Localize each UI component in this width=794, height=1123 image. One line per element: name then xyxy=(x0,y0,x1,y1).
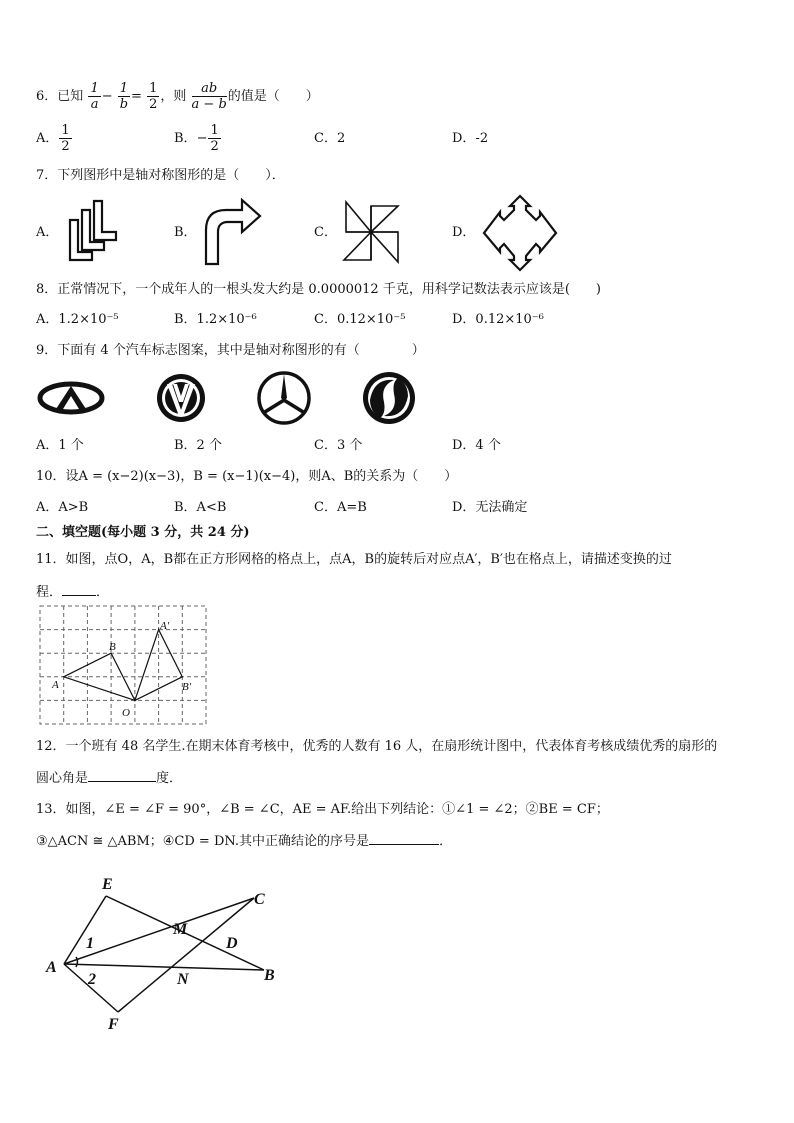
q11-label-b-prime: B′ xyxy=(182,681,192,693)
q12-stem-line2: 圆心角是 度． xyxy=(36,771,183,786)
q7-label-a: A． xyxy=(36,225,59,240)
q6-option-a: A． $\frac{1}{2}$ xyxy=(36,123,70,154)
q13-stem-line1: 13．如图，∠E = ∠F = 90°，∠B = ∠C，AE = AF.给出下列结论：①∠1 = ∠2；②BE = CF； xyxy=(36,802,609,817)
q13-label-d: D xyxy=(226,935,238,952)
q13-label-a: A xyxy=(46,959,57,976)
section-2-heading: 二、填空题(每小题 3 分，共 24 分) xyxy=(36,525,250,540)
q12-answer-blank[interactable] xyxy=(88,769,156,782)
q9-option-a: A．1 个 xyxy=(36,438,84,453)
q13-stem-line2: ③△ACN ≅ △ABM；④CD = DN.其中正确结论的序号是 ． xyxy=(36,834,453,849)
q7-label-d: D． xyxy=(452,225,476,240)
q11-grid-figure xyxy=(38,604,210,728)
q13-geometry-figure xyxy=(38,868,288,1034)
q13-label-b: B xyxy=(264,967,275,984)
q7-label-c: C． xyxy=(314,225,337,240)
q9-logo-infiniti-icon xyxy=(36,378,106,418)
q10-option-b: B．A<B xyxy=(174,500,227,515)
q8-option-b: B．1.2×10⁻⁶ xyxy=(174,312,257,327)
q7-stem: 7．下列图形中是轴对称图形的是（ ）． xyxy=(36,168,285,183)
q13-angle-1: 1 xyxy=(86,935,94,952)
q12-stem-line1: 12．一个班有 48 名学生.在期末体育考核中，优秀的人数有 16 人，在扇形统计图中，代表体育考核成绩优秀的扇形的 xyxy=(36,739,718,754)
q10-option-d: D．无法确定 xyxy=(452,500,528,515)
fraction-1-over-a: $\frac{1}{a}$ xyxy=(90,81,99,112)
q9-option-b: B．2 个 xyxy=(174,438,222,453)
q11-label-o: O xyxy=(122,707,130,719)
q11-answer-blank[interactable] xyxy=(62,583,96,596)
q9-logo-mercedes-icon xyxy=(256,370,312,426)
q8-option-d: D．0.12×10⁻⁶ xyxy=(452,312,544,327)
q11-label-a-prime: A′ xyxy=(160,620,170,632)
q13-label-m: M xyxy=(173,921,188,938)
q11-stem-line2: 程． ． xyxy=(36,585,110,600)
q10-stem: 10．设A = (x−2)(x−3)，B = (x−1)(x−4)，则A、B的关系为（ ） xyxy=(36,469,458,484)
q9-logo-volkswagen-icon xyxy=(152,372,210,424)
q13-answer-blank[interactable] xyxy=(369,832,439,845)
q7-figure-d-four-arrow-diamond xyxy=(480,194,560,272)
q13-label-f: F xyxy=(108,1016,119,1033)
q11-label-a: A xyxy=(52,679,59,691)
fraction-1-over-2: $\frac{1}{2}$ xyxy=(149,81,158,112)
q6-option-c: C．2 xyxy=(314,131,346,146)
q13-label-c: C xyxy=(254,891,265,908)
q9-stem: 9．下面有 4 个汽车标志图案，其中是轴对称图形的有（ ） xyxy=(36,343,425,358)
q13-label-e: E xyxy=(102,876,113,893)
q6-option-b: B．− $\frac{1}{2}$ xyxy=(174,123,219,154)
q9-logo-dongfeng-icon xyxy=(360,370,418,426)
q9-option-c: C．3 个 xyxy=(314,438,363,453)
q7-figure-a-stacked-l-shapes xyxy=(62,198,122,266)
q6-option-d: D．-2 xyxy=(452,131,489,146)
q7-label-b: B． xyxy=(174,225,197,240)
q13-label-n: N xyxy=(177,971,189,988)
q10-option-c: C．A=B xyxy=(314,500,367,515)
q8-option-a: A．1.2×10⁻⁵ xyxy=(36,312,119,327)
q13-angle-2: 2 xyxy=(88,971,96,988)
fraction-ab-over-a-minus-b: $\frac{ab}{a - b}$ xyxy=(191,81,227,112)
q8-stem: 8．正常情况下，一个成年人的一根头发大约是 0.0000012 千克，用科学记数法表示应该是( ) xyxy=(36,282,601,297)
q6-stem: 6．已知 $\frac{1}{a}$ − $\frac{1}{b}$ = $\frac{1}{2}$ ，则 $\frac{ab}{a - b}$ 的值是（ ） xyxy=(36,81,319,112)
q7-figure-b-turn-arrow xyxy=(198,198,268,268)
fraction-1-over-b: $\frac{1}{b}$ xyxy=(119,81,129,112)
q8-option-c: C．0.12×10⁻⁵ xyxy=(314,312,406,327)
q7-figure-c-pinwheel xyxy=(340,200,402,264)
q11-label-b: B xyxy=(109,641,116,653)
q11-stem-line1: 11．如图，点O，A，B都在正方形网格的格点上，点A，B的旋转后对应点A′，B′也在格点上，请描述变换的过 xyxy=(36,552,672,567)
q9-option-d: D．4 个 xyxy=(452,438,501,453)
q10-option-a: A．A>B xyxy=(36,500,89,515)
